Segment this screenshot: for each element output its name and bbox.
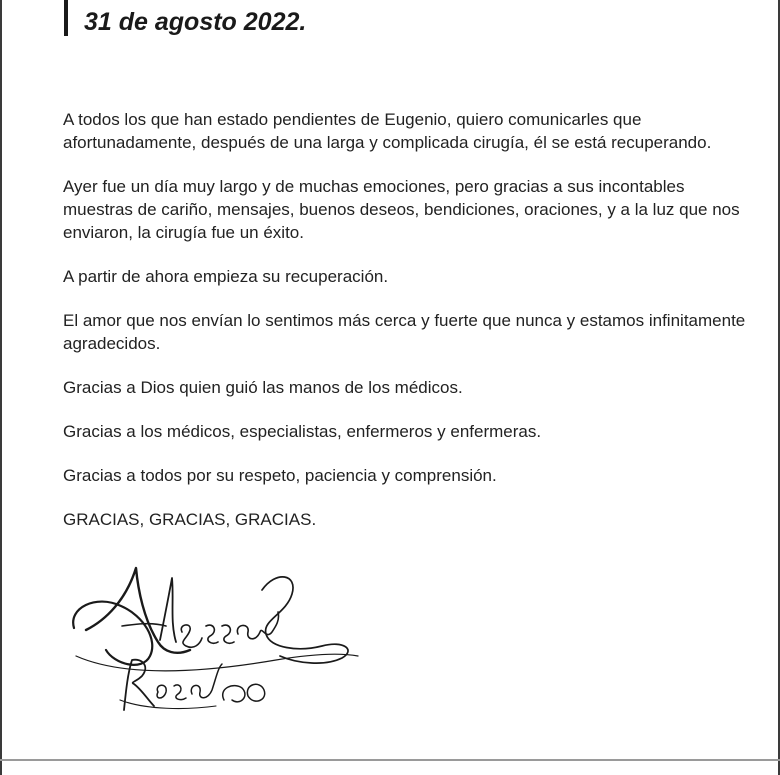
paragraph-4: El amor que nos envían lo sentimos más cerca y fuerte que nunca y estamos infinitamente agradecidos. [63,311,746,353]
paragraph-1: A todos los que han estado pendientes de Eugenio, quiero comunicarles que afortunadamente, después de una larga y complicada cirugía, él se está recuperando. [63,110,712,152]
paragraph-7: Gracias a todos por su respeto, paciencia y comprensión. [63,466,497,485]
letter-body [63,108,753,552]
paragraph-3: A partir de ahora empieza su recuperación. [63,267,389,286]
paragraph-6: Gracias a los médicos, especialistas, enfermeros y enfermeras. [63,422,542,441]
paragraph-8: GRACIAS, GRACIAS, GRACIAS. [63,510,317,529]
letter-date: 31 de agosto 2022. [84,8,307,36]
paragraph-5: Gracias a Dios quien guió las manos de los médicos. [63,378,463,397]
left-border [0,0,2,775]
paragraph-2: Ayer fue un día muy largo y de muchas emociones, pero gracias a sus incontables muestras de cariño, mensajes, buenos deseos, bendiciones, oraciones, y a la luz que nos enviaron, la cirugía fue un éxito. [63,177,740,242]
handwritten-signature [66,560,366,720]
bottom-border [0,759,780,761]
date-accent-bar [64,0,68,36]
